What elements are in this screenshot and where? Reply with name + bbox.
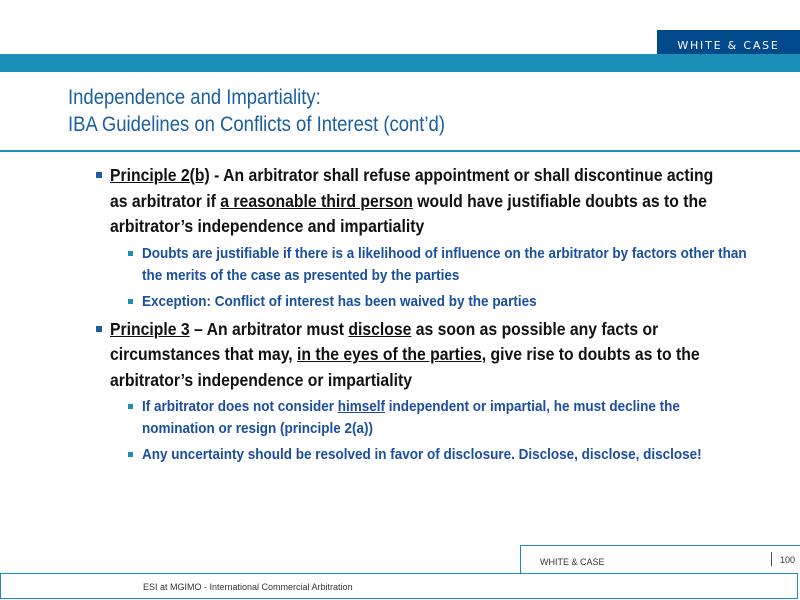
- underlined-phrase: himself: [337, 398, 386, 415]
- underlined-phrase: Principle 3: [110, 318, 190, 339]
- footer-divider-vertical: [520, 545, 521, 573]
- sub-bullet: [128, 396, 796, 440]
- sub-bullet-text: [142, 444, 754, 466]
- logo-text: WHITE & CASE: [677, 39, 780, 52]
- text-run: , give rise to doubts as to the arbitrator’s independence or impartiality: [110, 344, 700, 390]
- text-run: Doubts are justifiable if there is a likelihood of influence on the arbitrator by factors other than the merits of the case as presented by the parties: [142, 244, 747, 284]
- sub-bullet-text: [142, 243, 754, 287]
- sub-bullet-marker-icon: [128, 251, 133, 256]
- underlined-phrase: disclose: [348, 318, 412, 339]
- principle-text: [110, 317, 731, 394]
- footer-bar: [0, 573, 798, 599]
- sub-bullet-text: [142, 396, 754, 440]
- footer-brand: WHITE & CASE: [540, 557, 605, 567]
- underlined-phrase: in the eyes of the parties: [297, 344, 482, 364]
- sub-bullet: [128, 291, 796, 313]
- text-run: Exception: Conflict of interest has been waived by the parties: [142, 292, 537, 310]
- sub-bullet-marker-icon: [128, 299, 133, 304]
- text-run: independent or impartial, he must decline the nomination or resign (principle 2(a)): [142, 398, 680, 437]
- principle-text: [110, 163, 731, 240]
- slide-title: [68, 84, 445, 138]
- text-run: as soon as possible any facts or circumstances that may,: [110, 318, 659, 364]
- title-divider: [0, 150, 800, 152]
- text-run: Any uncertainty should be resolved in favor of disclosure. Disclose, disclose, disclose!: [142, 446, 702, 463]
- text-run: would have justifiable doubts as to the arbitrator’s independence and impartiality: [110, 190, 707, 236]
- page-number-divider: [771, 552, 772, 566]
- sub-bullet: [128, 444, 796, 466]
- sub-bullet-marker-icon: [128, 452, 133, 457]
- bullet-marker-icon: [96, 326, 102, 332]
- bullet-marker-icon: [96, 172, 102, 178]
- bullet-list: [96, 163, 796, 470]
- principle-bullet: [96, 163, 796, 240]
- sub-bullet-marker-icon: [128, 404, 133, 409]
- text-run: If arbitrator does not consider: [142, 398, 338, 415]
- footer-text: ESI at MGIMO - International Commercial Arbitration: [143, 582, 353, 592]
- slide-title-line-1: Independence and Impartiality:: [68, 86, 321, 109]
- underlined-phrase: a reasonable third person: [220, 190, 413, 211]
- underlined-phrase: Principle 2(b): [110, 165, 210, 185]
- page-number: 100: [780, 555, 796, 565]
- sub-bullet-text: [142, 291, 754, 313]
- footer-divider: [520, 545, 800, 546]
- slide-title-line-2: IBA Guidelines on Conflicts of Interest (cont’d): [68, 113, 445, 136]
- sub-bullet: [128, 243, 796, 287]
- header-band: [0, 54, 800, 72]
- principle-bullet: [96, 317, 796, 394]
- text-run: - An arbitrator shall refuse appointment or shall discontinue acting as arbitrator if: [110, 165, 714, 211]
- text-run: – An arbitrator must: [189, 318, 349, 339]
